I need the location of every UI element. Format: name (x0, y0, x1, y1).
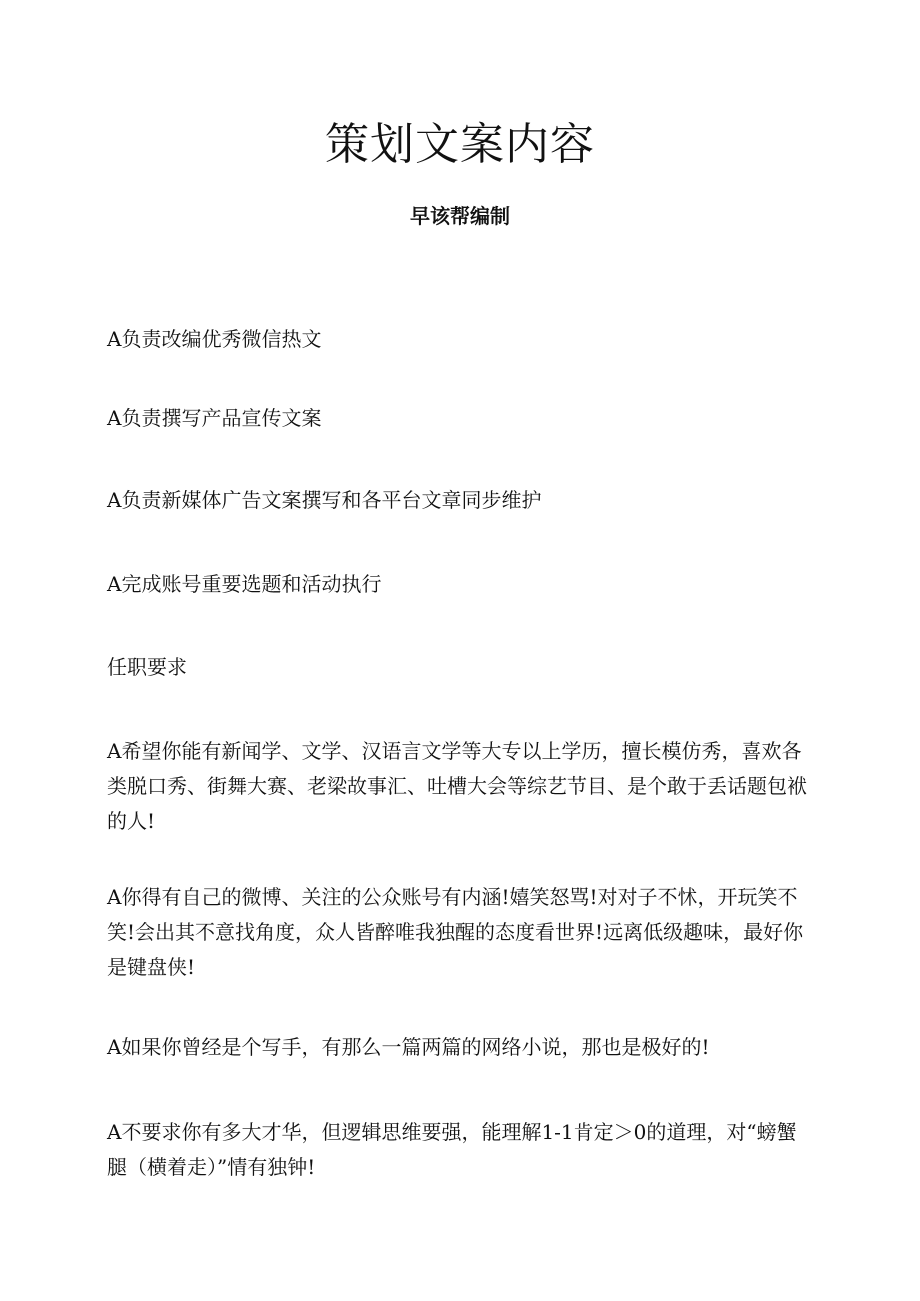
duty-item-4: A完成账号重要选题和活动执行 (107, 572, 382, 596)
document-title: 策划文案内容 (325, 119, 595, 170)
requirement-item-3: A如果你曾经是个写手，有那么一篇两篇的网络小说，那也是极好的! (107, 1035, 710, 1059)
duty-item-2: A负责撰写产品宣传文案 (107, 406, 322, 430)
duty-item-1: A负责改编优秀微信热文 (107, 327, 322, 351)
duty-item-3: A负责新媒体广告文案撰写和各平台文章同步维护 (107, 488, 542, 512)
document-subtitle: 早该帮编制 (410, 204, 510, 228)
requirement-item-1: A希望你能有新闻学、文学、汉语言文学等大专以上学历，擅长模仿秀，喜欢各类脱口秀、街舞大赛、老梁故事汇、吐槽大会等综艺节目、是个敢于丢话题包袱的人! (107, 739, 807, 833)
section-heading-requirements: 任职要求 (107, 655, 187, 679)
requirement-item-2: A你得有自己的微博、关注的公众账号有内涵!嬉笑怒骂!对对子不怵，开玩笑不笑!会出其不意找角度，众人皆醉唯我独醒的态度看世界!远离低级趣味，最好你是键盘侠! (107, 885, 804, 979)
requirement-item-4: A不要求你有多大才华，但逻辑思维要强，能理解1-1肯定＞0的道理，对“螃蟹腿（横着走）”情有独钟! (107, 1120, 797, 1179)
